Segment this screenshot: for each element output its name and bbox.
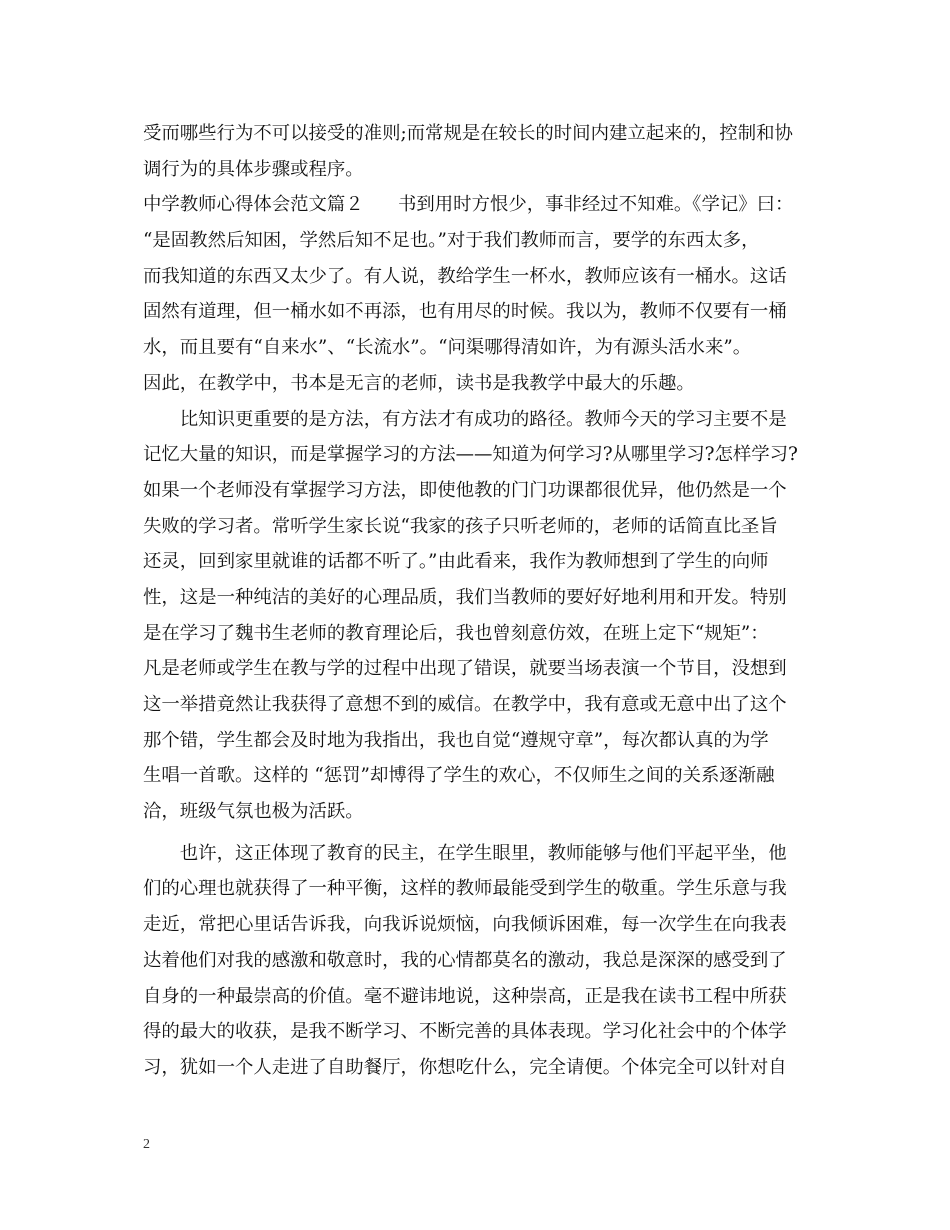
text-line: 们的心理也就获得了一种平衡，这样的教师最能受到学生的敬重。学生乐意与我 (143, 878, 787, 900)
text-line: 得的最大的收获，是我不断学习、不断完善的具体表现。学习化社会中的个体学 (143, 1021, 787, 1043)
text-line: 性，这是一种纯洁的美好的心理品质，我们当教师的要好好地利用和开发。特别 (143, 586, 787, 608)
text-line: 如果一个老师没有掌握学习方法，即使他教的门门功课都很优异，他仍然是一个 (143, 479, 787, 501)
text-line: 水，而且要有“自来水”、“长流水”。“问渠哪得清如许，为有源头活水来”。 (143, 337, 752, 359)
section-opening-text: 书到用时方恨少，事非经过不知难。《学记》曰： (398, 194, 794, 216)
text-line: 调行为的具体步骤或程序。 (143, 158, 364, 180)
text-line: 自身的一种最崇高的价值。毫不避讳地说，这种崇高，正是我在读书工程中所获 (143, 985, 787, 1007)
text-line: 走近，常把心里话告诉我，向我诉说烦恼，向我倾诉困难，每一次学生在向我表 (143, 914, 787, 936)
text-line: 这一举措竟然让我获得了意想不到的威信。在教学中，我有意或无意中出了这个 (143, 694, 787, 715)
section-heading-line (143, 187, 808, 223)
text-line: 生唱一首歌。这样的 “惩罚”却博得了学生的欢心，不仅师生之间的关系逐渐融 (143, 765, 775, 787)
text-line: 受而哪些行为不可以接受的准则;而常规是在较长的时间内建立起来的，控制和协 (143, 123, 793, 144)
text-line: 那个错，学生都会及时地为我指出，我也自觉“遵规守章”，每次都认真的为学 (143, 729, 769, 751)
body-text (143, 116, 808, 1086)
text-line: 还灵，回到家里就谁的话都不听了。”由此看来，我作为教师想到了学生的向师 (143, 551, 769, 573)
text-line: 比知识更重要的是方法，有方法才有成功的路径。教师今天的学习主要不是 (143, 408, 787, 430)
text-line: “是固教然后知困，学然后知不足也。”对于我们教师而言，要学的东西太多， (143, 230, 760, 252)
text-line: 达着他们对我的感激和敬意时，我的心情都莫名的激动，我总是深深的感受到了 (143, 949, 787, 971)
text-line: 也许，这正体现了教育的民主，在学生眼里，教师能够与他们平起平坐，他 (143, 842, 787, 864)
text-line: 而我知道的东西又太少了。有人说，教给学生一杯水，教师应该有一桶水。这话 (143, 265, 787, 287)
text-line: 失败的学习者。常听学生家长说“我家的孩子只听老师的，老师的话简直比圣旨 (143, 515, 778, 537)
text-line: 因此，在教学中，书本是无言的老师，读书是我教学中最大的乐趣。 (143, 372, 695, 394)
text-line: 习，犹如一个人走进了自助餐厅，你想吃什么，完全请便。个体完全可以针对自 (143, 1056, 787, 1078)
section-title: 中学教师心得体会范文篇２ (143, 194, 364, 216)
text-line: 洽，班级气氛也极为活跃。 (143, 801, 364, 823)
text-line: 记忆大量的知识，而是掌握学习的方法——知道为何学习?从哪里学习?怎样学习? (143, 444, 798, 466)
text-line: 凡是老师或学生在教与学的过程中出现了错误，就要当场表演一个节目，没想到 (143, 658, 787, 680)
page-number: 2 (143, 1137, 150, 1152)
text-line: 是在学习了魏书生老师的教育理论后，我也曾刻意仿效，在班上定下“规矩”： (143, 622, 769, 644)
text-line: 固然有道理，但一桶水如不再添，也有用尽的时候。我以为，教师不仅要有一桶 (143, 301, 787, 323)
